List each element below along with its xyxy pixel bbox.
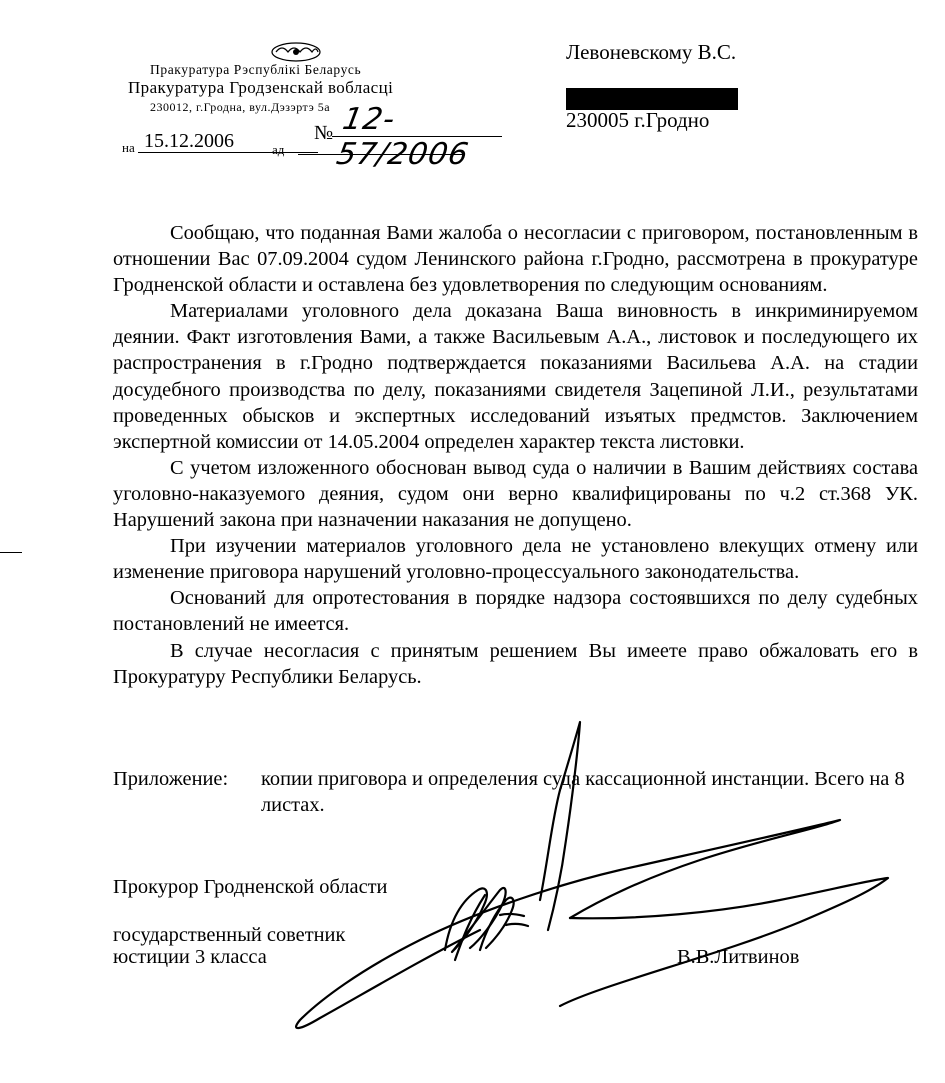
signer-rank-line2: юстиции 3 класса <box>113 946 267 968</box>
outgoing-date: 15.12.2006 <box>144 130 234 152</box>
letterhead-line2: Пракуратура Гродзенскай вобласці <box>128 78 394 97</box>
annex-label: Приложение: <box>113 768 229 790</box>
margin-mark <box>0 552 22 553</box>
ad-label: ад <box>272 142 285 157</box>
signer-rank <box>113 924 345 968</box>
body-paragraph: Материалами уголовного дела доказана Ваша виновность в инкриминируемом деянии. Факт изготовления Вами, а также Васильевым А.А., листовок и последующего их распространения в г.Гродно подтверждается показаниями Васильева А.А. на стадии досудебного производства по делу, показаниями свидетеля Зацепиной Л.И., результатами проведенных обысков и экспертных исследований изъятых предмстов. Заключением экспертной комиссии от 14.05.2004 определен характер текста листовки. <box>113 300 918 453</box>
letter-body <box>113 220 918 690</box>
letterhead-address: 230012, г.Гродна, вул.Дэзэртэ 5а <box>150 100 331 114</box>
recipient-name: Левоневскому В.С. <box>566 40 737 64</box>
signer-rank-line1: государственный советник <box>113 924 346 946</box>
signer-name: В.В.Литвинов <box>677 946 800 968</box>
body-paragraph: В случае несогласия с принятым решением Вы имеете право обжаловать его в Прокуратуру Республики Беларусь. <box>113 639 918 688</box>
date-underline <box>138 152 318 153</box>
registration-number: 12-57/2006 <box>333 102 472 172</box>
redacted-address <box>566 88 738 110</box>
body-paragraph: Оснований для опротестования в порядке надзора состоявшихся по делу судебных постановлений не имеется. <box>113 587 918 636</box>
number-sign: № <box>314 122 334 144</box>
body-paragraph: Сообщаю, что поданная Вами жалоба о несогласии с приговором, постановленным в отношении Вас 07.09.2004 судом Ленинского района г.Гродно, рассмотрена в прокуратуре Гродненской области и оставлена без удовлетворения по следующим основаниям. <box>113 222 918 297</box>
annex-text: копии приговора и определения суда кассационной инстанции. Всего на 8 листах. <box>261 768 905 816</box>
signer-position-line1: Прокурор Гродненской области <box>113 876 388 898</box>
na-label: на <box>122 140 135 155</box>
body-paragraph: С учетом изложенного обоснован вывод суда о наличии в Вашим действиях состава уголовно-наказуемого деяния, судом они верно квалифицированы по ч.2 ст.368 УК. Нарушений закона при назначении наказания не допущено. <box>113 456 918 532</box>
body-paragraph: При изучении материалов уголовного дела не установлено влекущих отмену или изменение приговора нарушений уголовно-процессуального законодательства. <box>113 535 918 584</box>
ad-underline <box>298 154 464 155</box>
recipient-city: 230005 г.Гродно <box>566 108 710 132</box>
letterhead-line1: Пракуратура Рэспублікі Беларусь <box>150 62 362 77</box>
state-emblem-icon <box>268 40 324 64</box>
number-underline <box>332 136 502 137</box>
